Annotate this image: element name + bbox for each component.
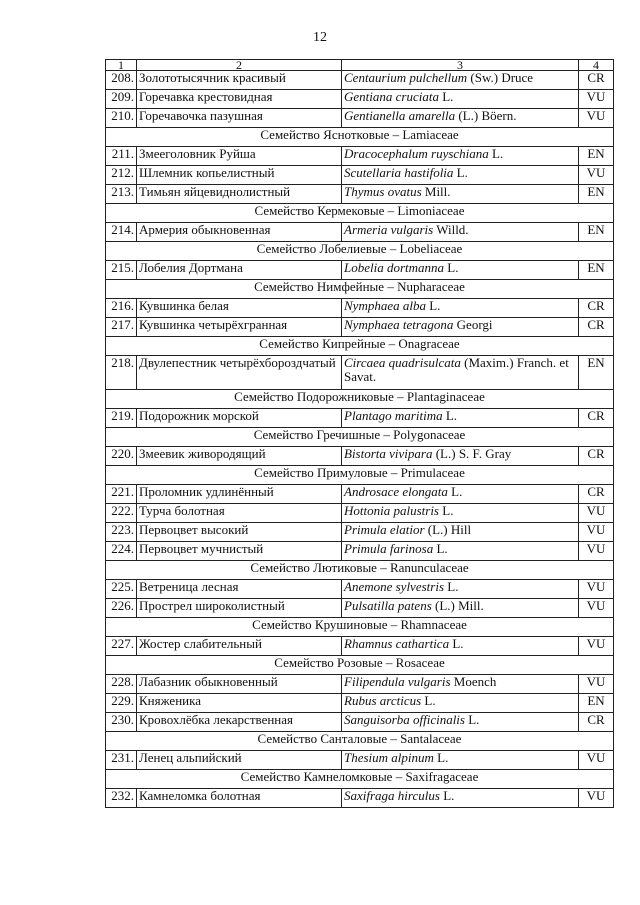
family-row — [106, 656, 614, 675]
family-row — [106, 428, 614, 447]
author-name: L. — [442, 408, 458, 423]
row-number: 221. — [106, 485, 137, 504]
table-header-row — [106, 60, 614, 71]
family-name: Семейство Санталовые – Santalaceae — [106, 732, 614, 751]
author-name: L. — [464, 712, 480, 727]
russian-name: Прострел широколистный — [137, 599, 342, 618]
latin-name: Filipendula vulgaris — [344, 674, 451, 689]
family-name: Семейство Примуловые – Primulaceae — [106, 466, 614, 485]
family-name: Семейство Камнеломковые – Saxifragaceae — [106, 770, 614, 789]
table-row — [106, 599, 614, 618]
species-table — [105, 59, 614, 808]
author-name: L. — [425, 298, 441, 313]
russian-name: Первоцвет мучнистый — [137, 542, 342, 561]
author-name: L. — [421, 693, 436, 708]
latin-name: Nymphaea tetragona — [344, 317, 454, 332]
russian-name: Камнеломка болотная — [137, 789, 342, 808]
status-code: EN — [579, 261, 614, 280]
russian-name: Кувшинка четырёхгранная — [137, 318, 342, 337]
status-code: EN — [579, 356, 614, 390]
row-number: 230. — [106, 713, 137, 732]
russian-name: Горечавочка пазушная — [137, 109, 342, 128]
table-row — [106, 166, 614, 185]
table-row — [106, 542, 614, 561]
row-number: 222. — [106, 504, 137, 523]
russian-name: Подорожник морской — [137, 409, 342, 428]
table-row — [106, 751, 614, 770]
russian-name: Двулепестник четырёхбороздчатый — [137, 356, 342, 390]
column-header: 3 — [342, 60, 579, 71]
status-code: VU — [579, 109, 614, 128]
row-number: 227. — [106, 637, 137, 656]
row-number: 223. — [106, 523, 137, 542]
row-number: 208. — [106, 71, 137, 90]
russian-name: Кровохлёбка лекарственная — [137, 713, 342, 732]
table-row — [106, 261, 614, 280]
author-name: Georgi — [453, 317, 493, 332]
author-name: (Maxim.) Franch. et Savat. — [344, 355, 573, 384]
scientific-name-cell — [342, 447, 579, 466]
row-number: 219. — [106, 409, 137, 428]
status-code: VU — [579, 751, 614, 770]
latin-name: Plantago maritima — [344, 408, 443, 423]
scientific-name-cell — [342, 166, 579, 185]
family-name: Семейство Кермековые – Limoniaceae — [106, 204, 614, 223]
scientific-name-cell — [342, 409, 579, 428]
author-name: Mill. — [421, 184, 451, 199]
column-header: 2 — [137, 60, 342, 71]
latin-name: Bistorta vivipara — [344, 446, 433, 461]
russian-name: Жостер слабительный — [137, 637, 342, 656]
author-name: L. — [453, 165, 468, 180]
table-row — [106, 713, 614, 732]
status-code: CR — [579, 409, 614, 428]
table-row — [106, 485, 614, 504]
family-row — [106, 204, 614, 223]
table-row — [106, 185, 614, 204]
row-number: 218. — [106, 356, 137, 390]
status-code: CR — [579, 713, 614, 732]
row-number: 214. — [106, 223, 137, 242]
latin-name: Hottonia palustris — [344, 503, 439, 518]
table-row — [106, 694, 614, 713]
row-number: 229. — [106, 694, 137, 713]
latin-name: Saxifraga hirculus — [344, 788, 440, 803]
status-code: EN — [579, 147, 614, 166]
latin-name: Circaea quadrisulcata — [344, 355, 461, 370]
russian-name: Первоцвет высокий — [137, 523, 342, 542]
status-code: VU — [579, 789, 614, 808]
author-name: (L.) S. F. Gray — [432, 446, 512, 461]
russian-name: Ленец альпийский — [137, 751, 342, 770]
latin-name: Anemone sylvestris — [344, 579, 445, 594]
latin-name: Rubus arcticus — [344, 693, 422, 708]
scientific-name-cell — [342, 713, 579, 732]
status-code: CR — [579, 318, 614, 337]
author-name: L. — [439, 503, 454, 518]
scientific-name-cell — [342, 694, 579, 713]
russian-name: Шлемник копьелистный — [137, 166, 342, 185]
page-number: 12 — [313, 30, 327, 45]
row-number: 209. — [106, 90, 137, 109]
family-row — [106, 280, 614, 299]
russian-name: Армерия обыкновенная — [137, 223, 342, 242]
table-body — [106, 71, 614, 808]
row-number: 213. — [106, 185, 137, 204]
status-code: VU — [579, 580, 614, 599]
table-row — [106, 580, 614, 599]
scientific-name-cell — [342, 751, 579, 770]
row-number: 212. — [106, 166, 137, 185]
scientific-name-cell — [342, 109, 579, 128]
family-name: Семейство Крушиновые – Rhamnaceae — [106, 618, 614, 637]
latin-name: Gentiana cruciata — [344, 89, 439, 104]
author-name: L. — [488, 146, 504, 161]
status-code: VU — [579, 504, 614, 523]
author-name: (L.) Mill. — [431, 598, 484, 613]
scientific-name-cell — [342, 90, 579, 109]
table-row — [106, 223, 614, 242]
family-row — [106, 770, 614, 789]
author-name: Willd. — [433, 222, 469, 237]
scientific-name-cell — [342, 318, 579, 337]
scientific-name-cell — [342, 356, 579, 390]
latin-name: Centaurium pulchellum — [344, 70, 468, 85]
author-name: L. — [433, 541, 448, 556]
row-number: 224. — [106, 542, 137, 561]
author-name: L. — [449, 636, 464, 651]
latin-name: Scutellaria hastifolia — [344, 165, 454, 180]
family-name: Семейство Нимфейные – Nupharaceae — [106, 280, 614, 299]
column-header: 1 — [106, 60, 137, 71]
scientific-name-cell — [342, 675, 579, 694]
family-row — [106, 466, 614, 485]
russian-name: Княженика — [137, 694, 342, 713]
russian-name: Кувшинка белая — [137, 299, 342, 318]
status-code: CR — [579, 299, 614, 318]
status-code: VU — [579, 637, 614, 656]
table-row — [106, 675, 614, 694]
row-number: 232. — [106, 789, 137, 808]
author-name: L. — [438, 89, 454, 104]
russian-name: Змеевик живородящий — [137, 447, 342, 466]
family-name: Семейство Кипрейные – Onagraceae — [106, 337, 614, 356]
author-name: L. — [444, 579, 459, 594]
author-name: Moench — [450, 674, 497, 689]
scientific-name-cell — [342, 185, 579, 204]
author-name: (L.) Böern. — [455, 108, 517, 123]
table-row — [106, 637, 614, 656]
family-row — [106, 337, 614, 356]
scientific-name-cell — [342, 147, 579, 166]
column-header: 4 — [579, 60, 614, 71]
table-row — [106, 90, 614, 109]
family-row — [106, 242, 614, 261]
author-name: (Sw.) Druce — [467, 70, 534, 85]
table-row — [106, 318, 614, 337]
status-code: EN — [579, 185, 614, 204]
latin-name: Thesium alpinum — [344, 750, 434, 765]
russian-name: Тимьян яйцевиднолистный — [137, 185, 342, 204]
russian-name: Турча болотная — [137, 504, 342, 523]
latin-name: Sanguisorba officinalis — [344, 712, 465, 727]
status-code: EN — [579, 223, 614, 242]
scientific-name-cell — [342, 223, 579, 242]
status-code: VU — [579, 90, 614, 109]
family-row — [106, 618, 614, 637]
latin-name: Gentianella amarella — [344, 108, 456, 123]
table-row — [106, 299, 614, 318]
latin-name: Armeria vulgaris — [344, 222, 434, 237]
family-name: Семейство Подорожниковые – Plantaginaceae — [106, 390, 614, 409]
row-number: 211. — [106, 147, 137, 166]
author-name: L. — [447, 484, 463, 499]
row-number: 231. — [106, 751, 137, 770]
family-name: Семейство Розовые – Rosaceae — [106, 656, 614, 675]
latin-name: Thymus ovatus — [344, 184, 422, 199]
latin-name: Androsace elongata — [344, 484, 448, 499]
family-row — [106, 128, 614, 147]
latin-name: Primula elatior — [344, 522, 425, 537]
scientific-name-cell — [342, 599, 579, 618]
latin-name: Primula farinosa — [344, 541, 434, 556]
family-row — [106, 732, 614, 751]
scientific-name-cell — [342, 485, 579, 504]
scientific-name-cell — [342, 542, 579, 561]
latin-name: Nymphaea alba — [344, 298, 426, 313]
author-name: L. — [444, 260, 459, 275]
status-code: EN — [579, 694, 614, 713]
status-code: VU — [579, 542, 614, 561]
author-name: L. — [433, 750, 449, 765]
table-row — [106, 789, 614, 808]
family-name: Семейство Яснотковые – Lamiaceae — [106, 128, 614, 147]
latin-name: Pulsatilla patens — [344, 598, 432, 613]
russian-name: Лабазник обыкновенный — [137, 675, 342, 694]
table-row — [106, 409, 614, 428]
scientific-name-cell — [342, 71, 579, 90]
russian-name: Ветреница лесная — [137, 580, 342, 599]
family-name: Семейство Гречишные – Polygonaceae — [106, 428, 614, 447]
row-number: 216. — [106, 299, 137, 318]
status-code: CR — [579, 485, 614, 504]
row-number: 210. — [106, 109, 137, 128]
family-name: Семейство Лютиковые – Ranunculaceae — [106, 561, 614, 580]
row-number: 226. — [106, 599, 137, 618]
table-row — [106, 147, 614, 166]
latin-name: Lobelia dortmanna — [344, 260, 445, 275]
russian-name: Золототысячник красивый — [137, 71, 342, 90]
row-number: 215. — [106, 261, 137, 280]
status-code: VU — [579, 523, 614, 542]
status-code: VU — [579, 675, 614, 694]
russian-name: Змееголовник Руйша — [137, 147, 342, 166]
author-name: (L.) Hill — [424, 522, 472, 537]
table-row — [106, 447, 614, 466]
table-row — [106, 109, 614, 128]
row-number: 228. — [106, 675, 137, 694]
status-code: CR — [579, 71, 614, 90]
scientific-name-cell — [342, 261, 579, 280]
status-code: VU — [579, 599, 614, 618]
row-number: 217. — [106, 318, 137, 337]
row-number: 225. — [106, 580, 137, 599]
status-code: CR — [579, 447, 614, 466]
table-row — [106, 523, 614, 542]
family-row — [106, 390, 614, 409]
table-row — [106, 71, 614, 90]
status-code: VU — [579, 166, 614, 185]
latin-name: Dracocephalum ruyschiana — [344, 146, 489, 161]
row-number: 220. — [106, 447, 137, 466]
latin-name: Rhamnus cathartica — [344, 636, 450, 651]
scientific-name-cell — [342, 523, 579, 542]
table-row — [106, 504, 614, 523]
russian-name: Проломник удлинённый — [137, 485, 342, 504]
family-row — [106, 561, 614, 580]
table-row — [106, 356, 614, 390]
russian-name: Горечавка крестовидная — [137, 90, 342, 109]
scientific-name-cell — [342, 504, 579, 523]
russian-name: Лобелия Дортмана — [137, 261, 342, 280]
scientific-name-cell — [342, 637, 579, 656]
scientific-name-cell — [342, 789, 579, 808]
scientific-name-cell — [342, 580, 579, 599]
author-name: L. — [439, 788, 455, 803]
scientific-name-cell — [342, 299, 579, 318]
family-name: Семейство Лобелиевые – Lobeliaceae — [106, 242, 614, 261]
